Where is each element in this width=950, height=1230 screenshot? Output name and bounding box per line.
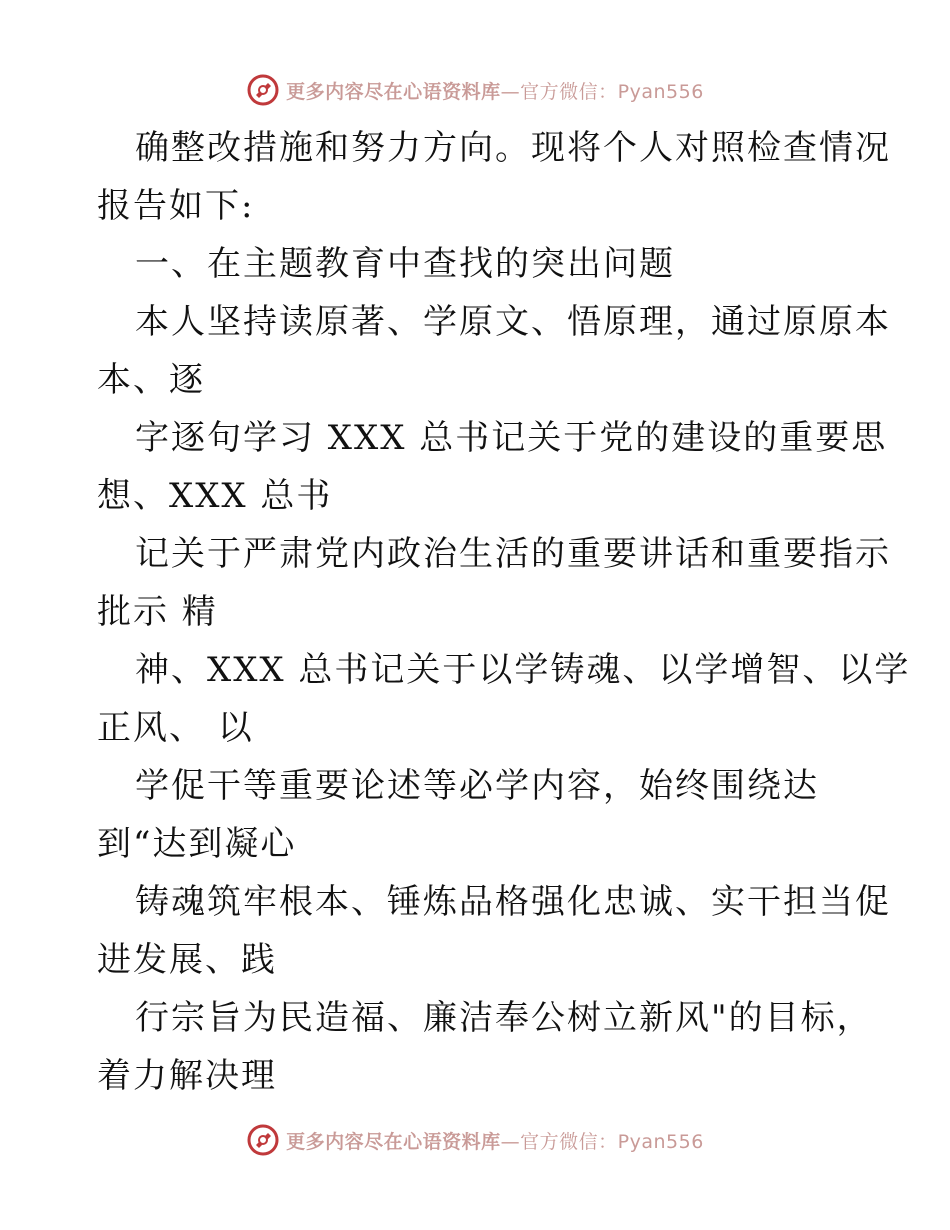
text-line: 想、XXX 总书: [97, 476, 333, 516]
watermark-separator: —: [500, 80, 521, 103]
text-line: 正风、 以: [97, 708, 254, 748]
logo-icon: [246, 1123, 280, 1157]
text-line: 批示 精: [97, 592, 218, 632]
text-line: 确整改措施和努力方向。现将个人对照检查情况: [135, 128, 891, 168]
text-line: 字逐句学习 XXX 总书记关于党的建设的重要思: [135, 418, 888, 458]
logo-icon: [246, 73, 280, 107]
text-line: 进发展、践: [97, 940, 277, 980]
watermark-brand: 更多内容尽在心语资料库: [286, 1130, 501, 1153]
watermark-separator: —: [500, 1130, 521, 1153]
text-line: 着力解决理: [97, 1056, 277, 1096]
text-line: 记关于严肃党内政治生活的重要讲话和重要指示: [135, 534, 891, 574]
watermark-wechat: 官方微信：Pyan556: [520, 1130, 704, 1153]
section-heading: 一、在主题教育中查找的突出问题: [135, 244, 675, 284]
footer-watermark: [0, 1120, 950, 1160]
text-line: 本人坚持读原著、学原文、悟原理，通过原原本: [135, 302, 891, 342]
text-line: 铸魂筑牢根本、锤炼品格强化忠诚、实干担当促: [135, 882, 891, 922]
text-line: 到“达到凝心: [97, 824, 297, 864]
text-line: 神、XXX 总书记关于以学铸魂、以学增智、以学: [135, 650, 911, 690]
text-line: 本、逐: [97, 360, 205, 400]
watermark-text: [286, 1127, 704, 1154]
text-line: 报告如下:: [97, 186, 255, 226]
header-watermark: [0, 70, 950, 110]
text-line: 学促干等重要论述等必学内容，始终围绕达: [135, 766, 819, 806]
text-line: 行宗旨为民造福、廉洁奉公树立新风"的目标，: [135, 998, 873, 1038]
watermark-wechat: 官方微信：Pyan556: [520, 80, 704, 103]
watermark-text: [286, 77, 704, 104]
watermark-brand: 更多内容尽在心语资料库: [286, 80, 501, 103]
